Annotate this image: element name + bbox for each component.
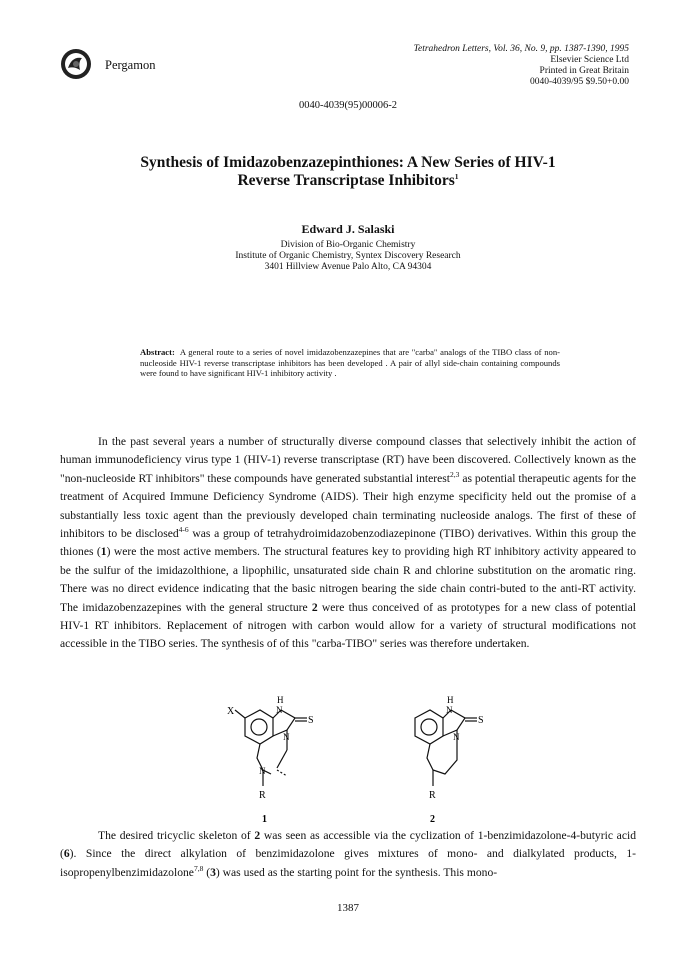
journal-price: 0040-4039/95 $9.50+0.00 bbox=[529, 77, 629, 87]
s1-r: R bbox=[259, 790, 266, 801]
title-footnote: 1 bbox=[454, 171, 459, 181]
publisher-name: Pergamon bbox=[105, 58, 156, 72]
para2-compound-6: 6 bbox=[63, 847, 70, 861]
abstract-text: A general route to a series of novel imidazobenzazepines that are "carba" analogs of the TIBO class of non-nucleoside HIV-1 reverse transcriptase inhibitors has been developed . A pair of allyl side-chain containing compounds were found to have significant HIV-1 inhibitory activity . bbox=[140, 347, 560, 378]
para1-text-c: was a group of tetrahydroimidazobenzodiazepinone (TIBO) derivatives. Within this group the thiones ( bbox=[60, 527, 637, 559]
affiliation-division: Division of Bio-Organic Chemistry bbox=[280, 240, 416, 250]
s1-benzene-ring bbox=[245, 710, 273, 744]
s2-label: 2 bbox=[430, 814, 435, 825]
para2-compound-3: 3 bbox=[210, 865, 216, 879]
paper-title bbox=[60, 154, 636, 190]
structure-1 bbox=[215, 690, 320, 830]
title-line-1: Synthesis of Imidazobenzazepinthiones: A New Series of HIV-1 bbox=[140, 154, 556, 171]
pergamon-logo bbox=[60, 48, 92, 80]
s2-r: R bbox=[429, 790, 436, 801]
abstract bbox=[140, 347, 560, 379]
s2-n-mid: N bbox=[453, 732, 460, 742]
journal-printed: Printed in Great Britain bbox=[539, 66, 629, 76]
para1-text-d: ) were the most active members. The structural features key to providing high RT inhibitory activity appeared to be the sulfur of the imidazolthione, a lipophilic, unsaturated side chain R and chlorine substitution on the aromatic ring. There was no direct evidence indicating that the basic nitrogen bearing the side chain contri-buted to the anti-RT activity. The imidazobenzazepines with the general structure bbox=[60, 545, 636, 614]
para2-text-d: ( bbox=[203, 865, 211, 879]
s1-x: X bbox=[227, 706, 235, 717]
para1-text-e: were thus conceived of as prototypes for a new class of potential HIV-1 RT inhibitors. Replacement of nitrogen with carbon would allow for a variety of structural modifications not accessible in the TIBO series. The synthesis of of this "carba-TIBO" series was therefore undertaken. bbox=[60, 600, 636, 651]
paragraph-2 bbox=[60, 827, 636, 882]
affiliation-address: 3401 Hillview Avenue Palo Alto, CA 94304 bbox=[264, 262, 432, 272]
structure-2 bbox=[385, 690, 490, 830]
s2-h: H bbox=[447, 695, 454, 705]
paragraph-1 bbox=[60, 433, 636, 654]
journal-citation: Tetrahedron Letters, Vol. 36, No. 9, pp. 1387-1390, 1995 bbox=[413, 44, 629, 54]
s1-h: H bbox=[277, 695, 284, 705]
para1-compound-2: 2 bbox=[311, 600, 318, 614]
title-line-2 bbox=[60, 172, 636, 190]
doi: 0040-4039(95)00006-2 bbox=[299, 100, 397, 111]
para2-text-e: ) was used as the starting point for the synthesis. This mono- bbox=[215, 865, 498, 879]
journal-publisher: Elsevier Science Ltd bbox=[550, 55, 629, 65]
para1-text-b: as potential therapeutic agents for the treatment of Acquired Immune Deficiency Syndrome (AIDS). Their high enzyme specificity held out the promise of a substantially less toxic agent than the previously developed chain terminating nucleoside analogs. The first of these of inhibitors to be disclosed bbox=[60, 471, 636, 541]
para1-ref-1: 2,3 bbox=[450, 469, 460, 479]
s1-s: S bbox=[308, 715, 314, 726]
abstract-label: Abstract: bbox=[140, 347, 175, 357]
para1-ref-2: 4-6 bbox=[178, 525, 189, 535]
s2-n-top: N bbox=[446, 705, 453, 715]
para2-compound-2: 2 bbox=[254, 829, 261, 842]
author: Edward J. Salaski bbox=[301, 222, 395, 236]
s1-label: 1 bbox=[262, 814, 267, 825]
journal-info bbox=[414, 44, 629, 88]
para1-text-a: In the past several years a number of structurally diverse compound classes that selectively inhibit the action of human immunodeficiency virus type 1 (HIV-1) reverse transcriptase (RT) have been discovered. Collectively known as the "non-nucleoside RT inhibitors" these compounds have generated substantial interest bbox=[60, 435, 636, 485]
page-number: 1387 bbox=[337, 902, 359, 914]
para2-text-b: was seen as accessible via the cyclization of 1-benzimidazolone-4-butyric acid ( bbox=[60, 829, 636, 861]
para1-compound-1: 1 bbox=[100, 545, 107, 559]
affiliation bbox=[0, 240, 696, 273]
para2-ref: 7,8 bbox=[193, 863, 204, 873]
s2-benzene-ring bbox=[415, 710, 443, 744]
s2-s: S bbox=[478, 715, 484, 726]
para2-text-a: The desired tricyclic skeleton of bbox=[98, 829, 255, 842]
s1-n-top: N bbox=[276, 705, 283, 715]
s1-n-mid: N bbox=[283, 732, 290, 742]
affiliation-institute: Institute of Organic Chemistry, Syntex Discovery Research bbox=[235, 251, 461, 261]
para2-text-c: ). Since the direct alkylation of benzimidazolone gives mixtures of mono- and dialkylated products, 1-isopropenylbenzimidazolone bbox=[60, 847, 636, 879]
s1-n-low: N bbox=[259, 766, 266, 776]
title-line-2-text: Reverse Transcriptase Inhibitors bbox=[237, 172, 455, 189]
